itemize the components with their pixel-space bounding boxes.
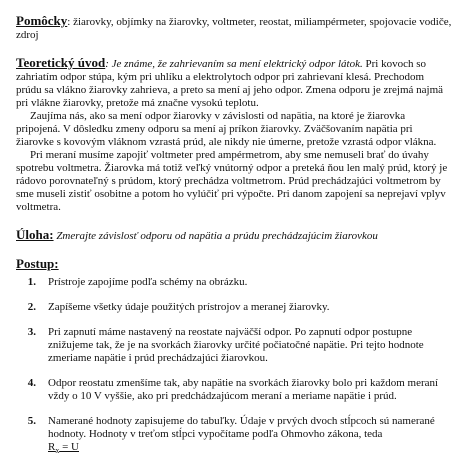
theory-text-1: Pri kovoch so zahriatím odpor stúpa, kým pri uhlíku a elektrolytoch odpor pri zahrievaní klesá. Prechodom prúdu sa vlákno žiarovky zahrieva, a preto sa mení aj jeho odpor. Zmena odporu je zrejmá najmä pri vlákne žiarovky, pretože má značne vysokú teplotu. <box>16 58 444 109</box>
ohm-formula <box>48 441 79 457</box>
uloha-paragraph <box>16 228 452 243</box>
pomocky-text: : žiarovky, objímky na žiarovky, voltmeter, reostat, miliampérmeter, spojovacie vodiče, zdroj <box>16 16 452 41</box>
postup-heading: Postup: <box>16 256 59 271</box>
step-number: 4. <box>27 377 36 389</box>
step-number: 3. <box>27 326 36 338</box>
theory-heading: Teoretický úvod <box>16 55 106 70</box>
step-text: Pri zapnutí máme nastavený na reostate najväčší odpor. Po zapnutí odpor postupne znižujeme tak, že je na svorkách žiarovky určité počiatočné napätie. Pri tejto hodnote zmeriame napätie i prúd prechádzajúci žiarovkou. <box>48 326 424 364</box>
pomocky-paragraph <box>16 14 452 42</box>
step-number: 2. <box>27 301 36 313</box>
postup-step <box>16 377 452 403</box>
pomocky-heading: Pomôcky <box>16 13 68 28</box>
theory-paragraph-1 <box>16 56 452 110</box>
step-number: 5. <box>27 415 36 427</box>
theory-lead: : Je známe, že zahrievaním sa mení elektrický odpor látok. <box>105 58 363 70</box>
step-text: Odpor reostatu zmenšíme tak, aby napätie na svorkách žiarovky bolo pri každom meraní vždy o 10 V vyššie, ako pri predchádzajúcom meraní a meriame napätie i prúd. <box>48 377 439 402</box>
postup-step <box>16 301 452 314</box>
theory-paragraph-2: Zaujíma nás, ako sa mení odpor žiarovky v závislosti od napätia, na ktoré je žiarovka pripojená. V dôsledku zmeny odporu sa mení aj príkon žiarovky. Zväčšovaním napätia pri žiarovke s kovovým vláknom vzrastá prúd, ale nikdy nie úmerne, pretože vzrastá odpor vlákna. <box>16 110 437 148</box>
uloha-heading: Úloha: <box>16 227 54 242</box>
step-5-text: Namerané hodnoty zapisujeme do tabuľky. Údaje v prvých dvoch stĺpcoch sú namerané hodnoty. Hodnoty v treťom stĺpci vypočítame podľa Ohmovho zákona, teda <box>48 415 435 440</box>
postup-step <box>16 415 452 457</box>
step-text: Zapíšeme všetky údaje použitých prístrojov a meranej žiarovky. <box>48 301 330 313</box>
step-text <box>48 415 452 457</box>
postup-steps-list <box>16 276 452 457</box>
postup-heading-line <box>16 257 452 272</box>
theory-paragraph-3: Pri meraní musíme zapojiť voltmeter pred ampérmetrom, aby sme nemuseli brať do úvahy spotrebu voltmetra. Žiarovka má totiž veľký vnútorný odpor a preteká ňou len malý prúd, ktorý je rádovo porovnateľný s prúdom, ktorý prechádza voltmetrom. Prúd prechádzajúci voltmetrom by sme museli zistiť osobitne a potom ho vylúčiť pri výpočte. Pri danom zapojení sa neprejaví vplyv voltmetra. <box>16 149 448 213</box>
postup-step <box>16 326 452 365</box>
postup-step <box>16 276 452 289</box>
formula-rhs: = U <box>59 441 79 453</box>
step-number: 1. <box>27 276 36 288</box>
step-text: Prístroje zapojíme podľa schémy na obrázku. <box>48 276 248 288</box>
uloha-text: Zmerajte závislosť odporu od napätia a prúdu prechádzajúcim žiarovkou <box>53 230 378 242</box>
formula-subscript: x <box>55 446 60 456</box>
formula-lhs: R <box>48 441 56 453</box>
